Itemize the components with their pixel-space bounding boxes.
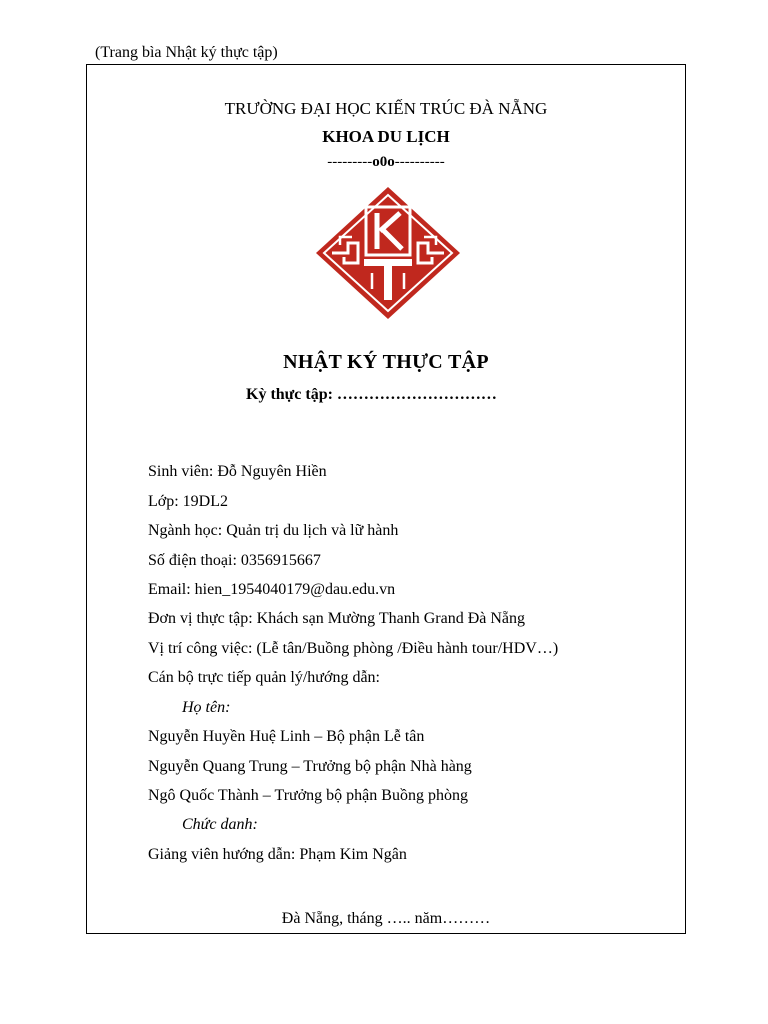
supervisor-heading: Cán bộ trực tiếp quản lý/hướng dẫn:: [148, 669, 380, 686]
separator-mid: o0o: [372, 154, 395, 170]
document-title: NHẬT KÝ THỰC TẬP: [283, 351, 489, 373]
position-label: Chức danh:: [182, 816, 258, 833]
phone-number: Số điện thoại: 0356915667: [148, 552, 321, 569]
student-name: Sinh viên: Đỗ Nguyên Hiền: [148, 463, 327, 480]
university-kt-logo-icon: [314, 185, 462, 321]
separator-left: ---------: [327, 154, 373, 170]
separator-right: ----------: [394, 154, 445, 170]
cover-caption: (Trang bìa Nhật ký thực tập): [95, 44, 278, 61]
major: Ngành học: Quản trị du lịch và lữ hành: [148, 522, 399, 539]
separator-line: [87, 154, 685, 171]
place-date: Đà Nẵng, tháng ….. năm………: [281, 910, 491, 927]
cover-page-frame: [86, 64, 686, 934]
advisor: Giảng viên hướng dẫn: Phạm Kim Ngân: [148, 846, 407, 863]
email: Email: hien_1954040179@dau.edu.vn: [148, 581, 396, 598]
supervisor-1: Nguyễn Huyền Huệ Linh – Bộ phận Lễ tân: [148, 728, 425, 745]
internship-unit: Đơn vị thực tập: Khách sạn Mường Thanh Grand Đà Nẵng: [148, 610, 525, 627]
supervisor-2: Nguyễn Quang Trung – Trưởng bộ phận Nhà hàng: [148, 758, 472, 775]
faculty-name: KHOA DU LỊCH: [322, 127, 450, 146]
full-name-label: Họ tên:: [182, 699, 231, 716]
job-position: Vị trí công việc: (Lễ tân/Buồng phòng /Điều hành tour/HDV…): [148, 640, 559, 657]
internship-term: Kỳ thực tập: …………………………: [246, 386, 497, 403]
university-name: TRƯỜNG ĐẠI HỌC KIẾN TRÚC ĐÀ NẴNG: [224, 99, 548, 118]
class-name: Lớp: 19DL2: [148, 493, 229, 510]
supervisor-3: Ngô Quốc Thành – Trưởng bộ phận Buồng phòng: [148, 787, 468, 804]
